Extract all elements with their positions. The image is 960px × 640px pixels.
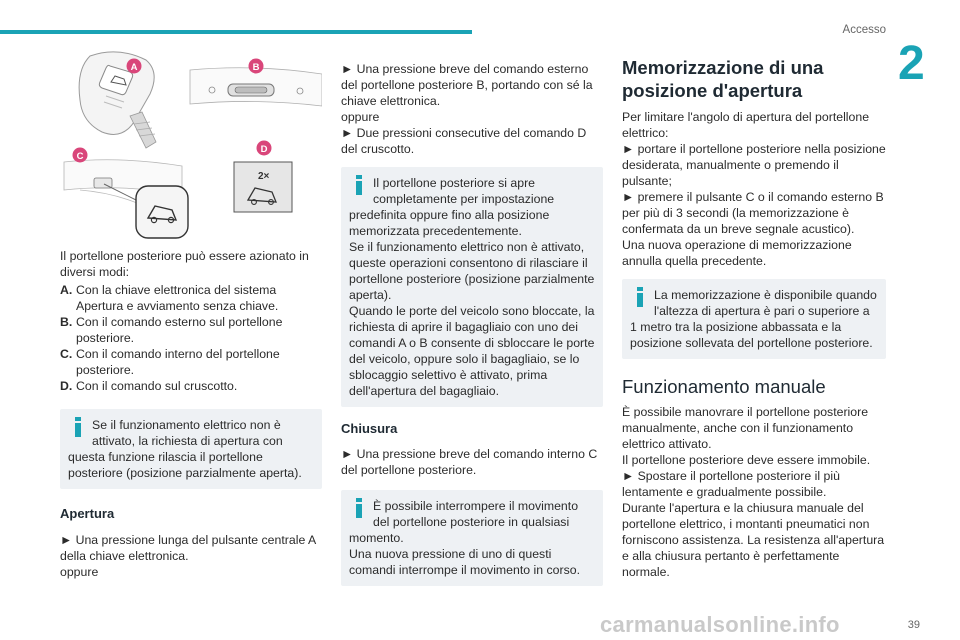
watermark: carmanualsonline.info [600, 612, 840, 637]
column-2 [341, 61, 603, 586]
list-item [60, 314, 322, 346]
d-badge-text: 2× [258, 171, 270, 182]
info-icon [637, 287, 643, 307]
funzionamento-heading: Funzionamento manuale [622, 376, 826, 397]
info-note-electric [60, 409, 322, 489]
list-item [60, 282, 322, 314]
header-accent-bar [0, 30, 472, 34]
col3-q2: Il portellone posteriore deve essere immobile. [622, 453, 871, 467]
list-key: C. [60, 347, 73, 361]
control-list [60, 282, 322, 394]
dashboard-button-drawing [234, 162, 292, 212]
col2-oppure: oppure [341, 110, 380, 124]
tailgate-controls-figure [60, 44, 322, 244]
label-b: B [252, 62, 260, 73]
memorizzazione-heading: Memorizzazione di una posizione d'apertura [622, 57, 824, 101]
col3-p3: ► premere il pulsante C o il comando esterno B per più di 3 secondi (la memorizzazione è confermata da un breve segnale acustico). [622, 190, 884, 236]
note-text: Se il funzionamento elettrico non è attivato, queste operazioni consentono di rilasciare il portellone posteriore (posizione parzialmente aperta). [349, 240, 595, 302]
figure-illustration [60, 44, 322, 244]
col3-q4: Durante l'apertura e la chiusura manuale del portellone elettrico, i montanti pneumatici non forniscono assistenza. La resistenza all'apertura e alla chiusura pertanto è perfettamente normale. [622, 501, 885, 579]
chapter-number: 2 [898, 37, 925, 90]
col3-p2: ► portare il portellone posteriore nella posizione desiderata, manualmente o premendo il pulsante; [622, 142, 886, 188]
list-key: A. [60, 283, 73, 297]
interior-button-drawing [64, 160, 188, 238]
col3-q3: ► Spostare il portellone posteriore il più lentamente e gradualmente possibile. [622, 469, 840, 499]
col3-q1: È possibile manovrare il portellone posteriore manualmente, anche con il funzionamento elettrico attivato. [622, 405, 869, 451]
label-d: D [260, 144, 268, 155]
chiusura-heading: Chiusura [341, 421, 398, 436]
apertura-text: ► Una pressione lunga del pulsante centrale A della chiave elettronica. [60, 533, 316, 563]
col2-p2: ► Due pressioni consecutive del comando D del cruscotto. [341, 126, 587, 156]
list-item [60, 378, 322, 394]
list-text: Con il comando esterno sul portellone posteriore. [76, 315, 283, 345]
list-text: Con la chiave elettronica del sistema Apertura e avviamento senza chiave. [76, 283, 279, 313]
info-icon [75, 417, 81, 437]
list-key: B. [60, 315, 73, 329]
info-note-memory [622, 279, 886, 359]
note-text: predefinita oppure fino alla posizione memorizzata precedentemente. [349, 208, 550, 238]
list-item [60, 346, 322, 378]
info-icon [356, 498, 362, 518]
col1-intro: Il portellone posteriore può essere azionato in diversi modi: [60, 249, 309, 279]
info-note-stop [341, 490, 603, 586]
info-icon [356, 175, 362, 195]
col3-p4: Una nuova operazione di memorizzazione annulla quella precedente. [622, 238, 852, 268]
note-text: Il portellone posteriore si apre completamente per impostazione [373, 176, 555, 206]
list-text: Con il comando sul cruscotto. [76, 379, 238, 393]
note-text: momento. [349, 531, 404, 545]
label-c: C [76, 151, 84, 162]
note-text: È possibile interrompere il movimento del portellone posteriore in qualsiasi [373, 499, 579, 529]
list-key: D. [60, 379, 73, 393]
col3-p1: Per limitare l'angolo di apertura del portellone elettrico: [622, 110, 870, 140]
note-text: Quando le porte del veicolo sono bloccate, la richiesta di aprire il bagagliaio con uno dei comandi A o B consente di sbloccare le porte del veicolo, oppure solo il bagagliaio, se lo sblocaggio selettivo è attivato, prima dell'apertura del bagagliaio. [349, 304, 595, 398]
column-1 [60, 44, 322, 580]
col2-p1: ► Una pressione breve del comando esterno del portellone posteriore B, portando con sé la chiave elettronica. [341, 62, 593, 108]
list-text: Con il comando interno del portellone posteriore. [76, 347, 280, 377]
note-text: questa funzione rilascia il portellone posteriore (posizione parzialmente aperta). [68, 450, 302, 480]
key-fob-drawing [60, 46, 182, 148]
label-a: A [130, 62, 138, 73]
note-text: 1 metro tra la posizione abbassata e la posizione sollevata del portellone posteriore. [630, 320, 873, 350]
column-3 [622, 56, 886, 580]
apertura-oppure: oppure [60, 565, 99, 579]
apertura-heading: Apertura [60, 506, 115, 521]
info-note-opening [341, 167, 603, 407]
note-text: Se il funzionamento elettrico non è attivato, la richiesta di apertura con [92, 418, 283, 448]
chiusura-text: ► Una pressione breve del comando interno C del portellone posteriore. [341, 447, 598, 477]
page-number: 39 [907, 619, 920, 631]
section-title: Accesso [842, 24, 886, 36]
note-text: La memorizzazione è disponibile quando l'altezza di apertura è pari o superiore a [654, 288, 877, 318]
note-text: Una nuova pressione di uno di questi comandi interrompe il movimento in corso. [349, 547, 580, 577]
